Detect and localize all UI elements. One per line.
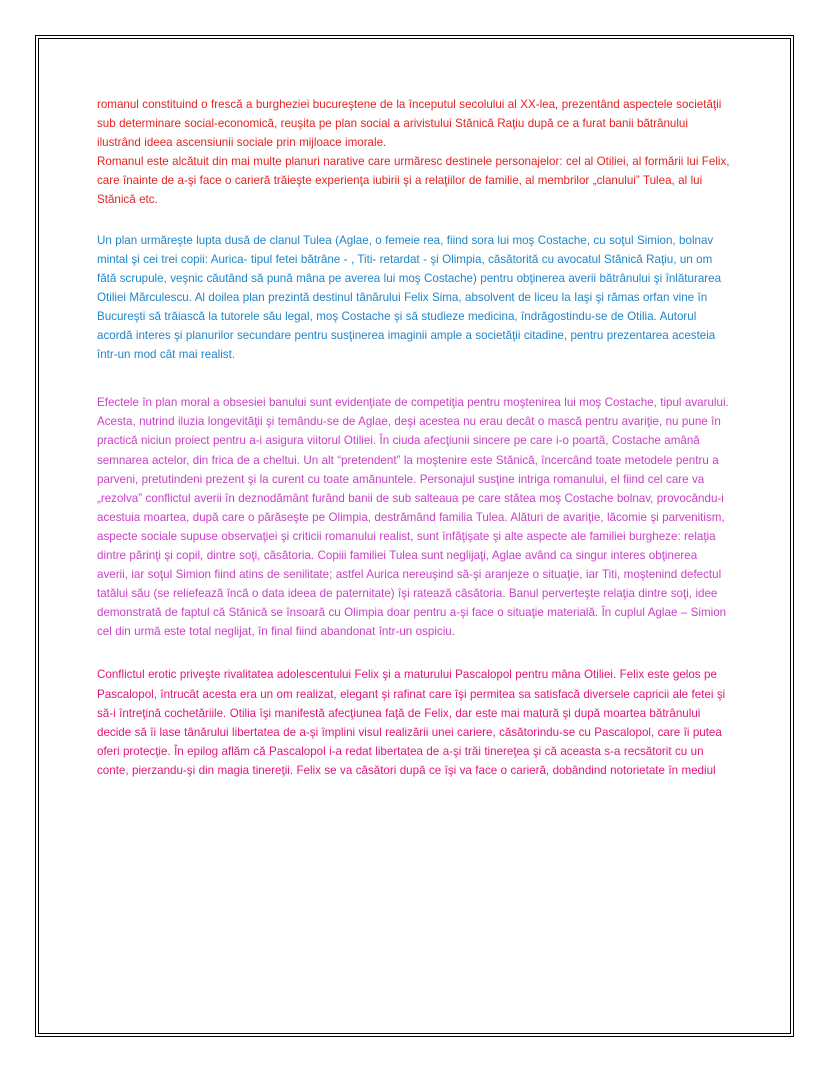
paragraph-erotic-conflict: Conflictul erotic priveşte rivalitatea adolescentului Felix şi a maturului Pascalopol pentru mâna Otiliei. Felix este gelos pe Pascalopol, întrucât acesta era un om realizat, elegant şi rafinat care îşi permitea sa satisfacă diversele capricii ale fetei şi să-i întreţină cochetăriile. Otilia îşi manifestă afecţiunea faţă de Felix, dar este mai matură şi după moartea bătrânului decide să îi lase tânărului libertatea de a-şi împlini visul realizării unei cariere, căsătorindu-se cu Pascalopol, care îi putea oferi protecţie. În epilog aflăm că Pascalopol i-a redat libertatea de a-şi trăi tinereţea şi că aceasta s-a recsătorit cu un conte, pierzandu-şi din magia tinereţii. Felix se va căsători după ce îşi va face o carieră, dobândind notorietate în mediul [97,668,726,777]
paragraph-narrative-plans: Romanul este alcătuit din mai multe planuri narative care urmăresc destinele personajelor: cel al Otiliei, al formării lui Felix, care înainte de a-şi face o carieră trăieşte experienţa iubirii şi a relaţiilor de familie, al membrilor „clanului” Tulea, al lui Stănică etc. [97,155,730,207]
paragraph-intro: romanul constituind o frescă a burgheziei bucureştene de la începutul secolului al XX-lea, prezentând aspectele societăţii sub determinare social-economică, reuşita pe plan social a arivistului Stănică Raţiu după ce a furat banii bătrânului ilustrând ideea ascensiunii sociale prin mijloace imorale. [97,98,722,150]
paragraph-money-obsession: Efectele în plan moral a obsesiei banului sunt evidenţiate de competiţia pentru moştenirea lui moş Costache, tipul avarului. Acesta, nutrind iluzia longevităţii şi temându-se de Aglae, deşi acestea nu erau decât o mască pentru avariţie, nu pune în practică niciun proiect pentru a-i asigura viitorul Otiliei. În ciuda afecţiunii sincere pe care i-o poartă, Costache amână semnarea actelor, din frica de a cheltui. Un alt “pretendent” la moştenire este Stănică, încercând toate metodele pentru a parveni, pretutindeni prezent şi la curent cu toate amănuntele. Personajul susţine intriga romanului, el fiind cel care va „rezolva” conflictul averii în deznodământ furând banii de sub salteaua pe care stătea moş Costache bolnav, provocându-i acestuia moartea, după care o părăseşte pe Olimpia, destrămând familia Tulea. Alături de avariţie, lăcomie şi parvenitism, aspecte sociale supuse observaţiei şi criticii romanului realist, sunt înfăţişate şi alte aspecte ale familiei burgheze: relaţia dintre părinţi şi copil, dintre soţi, căsătoria. Copiii familiei Tulea sunt neglijaţi, Aglae având ca singur interes obţinerea averii, iar soţul Simion fiind atins de senilitate; astfel Aurica nereuşind să-şi aranjeze o situaţie, iar Titi, moştenind defectul tatălui său (se reliefează încă o data ideea de paternitate) îşi ratează căsătoria. Banul perverteşte relaţia dintre soţi, idee demonstrată de faptul că Stănică se însoară cu Olimpia doar pentru a-şi face o situaţie materială. În cuplul Aglae – Simion cel din urmă este total neglijat, în final fiind abandonat într-un ospiciu. [97,396,729,639]
document-body [97,95,731,780]
paragraph-tulea-clan: Un plan urmăreşte lupta dusă de clanul Tulea (Aglae, o femeie rea, fiind sora lui moş Costache, cu soţul Simion, bolnav mintal şi cei trei copii: Aurica- tipul fetei bătrâne - , Titi- retardat - şi Olimpia, căsătorită cu avocatul Stănică Raţiu, un om fătă scrupule, veşnic căutând să pună mâna pe averea lui moş Costache) pentru obţinerea averii bătrânului şi înlăturarea Otiliei Mărculescu. Al doilea plan prezintă destinul tânărului Felix Sima, absolvent de liceu la Iaşi şi rămas orfan vine în Bucureşti să trăiască la tutorele său legal, moş Costache şi să studieze medicina, îndrăgostindu-se de Otilia. Autorul acordă interes şi planurilor secundare pentru susţinerea imaginii ample a societăţii citadine, pentru prezentarea acesteia într-un mod cât mai realist. [97,233,722,362]
